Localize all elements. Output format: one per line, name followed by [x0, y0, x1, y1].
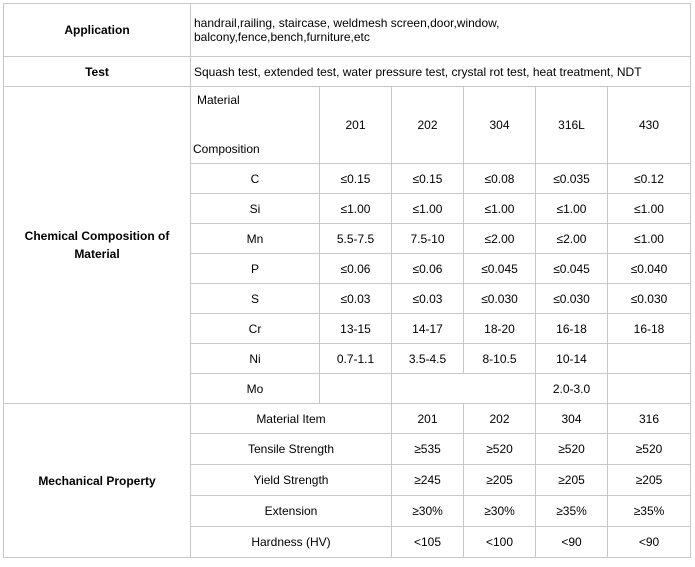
element-label: S	[191, 284, 320, 314]
table-cell: ≥205	[608, 465, 691, 496]
table-cell: 3.5-4.5	[392, 344, 464, 374]
table-cell: ≤2.00	[464, 224, 536, 254]
table-cell: ≤0.040	[608, 254, 691, 284]
table-cell: 7.5-10	[392, 224, 464, 254]
element-label: Mn	[191, 224, 320, 254]
grade-header: 201	[320, 87, 392, 164]
table-cell	[392, 374, 536, 404]
table-cell: ≤0.15	[392, 164, 464, 194]
test-value: Squash test, extended test, water pressure test, crystal rot test, heat treatment, NDT	[191, 57, 691, 87]
table-cell: 13-15	[320, 314, 392, 344]
table-cell: ≤0.03	[392, 284, 464, 314]
table-cell: 5.5-7.5	[320, 224, 392, 254]
grade-header: 316L	[536, 87, 608, 164]
table-cell: ≥520	[536, 434, 608, 465]
property-label: Tensile Strength	[191, 434, 392, 465]
grade-header: 430	[608, 87, 691, 164]
table-cell	[608, 344, 691, 374]
table-row	[4, 404, 691, 434]
header-material: Material	[197, 93, 240, 107]
table-cell: ≥30%	[464, 496, 536, 527]
material-composition-header	[191, 87, 320, 164]
table-cell: ≤0.030	[536, 284, 608, 314]
table-cell: ≤2.00	[536, 224, 608, 254]
table-cell: ≥535	[392, 434, 464, 465]
element-label: P	[191, 254, 320, 284]
table-cell: 18-20	[464, 314, 536, 344]
header-composition: Composition	[193, 142, 260, 156]
table-cell: 2.0-3.0	[536, 374, 608, 404]
table-cell: ≥520	[464, 434, 536, 465]
table-cell: <100	[464, 527, 536, 558]
table-cell: ≥35%	[536, 496, 608, 527]
grade-header: 202	[464, 404, 536, 434]
grade-header: 202	[392, 87, 464, 164]
application-label: Application	[4, 4, 191, 57]
table-cell: 16-18	[536, 314, 608, 344]
table-cell: <90	[608, 527, 691, 558]
table-cell: ≤0.12	[608, 164, 691, 194]
table-cell: ≤1.00	[320, 194, 392, 224]
spec-table	[3, 3, 691, 558]
application-line: handrail,railing, staircase, weldmesh screen,door,window,	[194, 16, 500, 30]
table-cell: ≤1.00	[608, 194, 691, 224]
table-cell: 14-17	[392, 314, 464, 344]
application-line: balcony,fence,bench,furniture,etc	[194, 30, 370, 44]
property-label: Hardness (HV)	[191, 527, 392, 558]
table-cell: ≤0.030	[464, 284, 536, 314]
table-cell: ≤0.15	[320, 164, 392, 194]
element-label: Ni	[191, 344, 320, 374]
grade-header: 304	[536, 404, 608, 434]
table-cell: ≥520	[608, 434, 691, 465]
chemical-composition-label	[4, 87, 191, 404]
table-cell: 10-14	[536, 344, 608, 374]
table-cell: ≥205	[464, 465, 536, 496]
table-cell: ≤0.06	[392, 254, 464, 284]
table-cell	[608, 374, 691, 404]
element-label: Si	[191, 194, 320, 224]
table-cell: ≤0.06	[320, 254, 392, 284]
material-item-header: Material Item	[191, 404, 392, 434]
table-cell: ≤0.03	[320, 284, 392, 314]
table-cell: ≥30%	[392, 496, 464, 527]
element-label: C	[191, 164, 320, 194]
table-cell: <105	[392, 527, 464, 558]
chemical-label-line: Chemical Composition of	[24, 229, 170, 243]
table-cell: ≤1.00	[392, 194, 464, 224]
property-label: Yield Strength	[191, 465, 392, 496]
table-cell: ≤0.030	[608, 284, 691, 314]
table-cell: 16-18	[608, 314, 691, 344]
mechanical-property-label: Mechanical Property	[4, 404, 191, 558]
application-value	[191, 4, 691, 57]
table-cell: ≤1.00	[536, 194, 608, 224]
element-label: Cr	[191, 314, 320, 344]
table-cell: ≥35%	[608, 496, 691, 527]
table-cell: <90	[536, 527, 608, 558]
grade-header: 316	[608, 404, 691, 434]
table-cell: ≥205	[536, 465, 608, 496]
element-label: Mo	[191, 374, 320, 404]
table-cell: ≤1.00	[608, 224, 691, 254]
table-cell: ≤1.00	[464, 194, 536, 224]
table-cell: ≤0.045	[464, 254, 536, 284]
grade-header: 304	[464, 87, 536, 164]
table-cell: ≤0.045	[536, 254, 608, 284]
table-cell: 0.7-1.1	[320, 344, 392, 374]
table-cell	[320, 374, 392, 404]
table-cell: 8-10.5	[464, 344, 536, 374]
table-cell: ≤0.035	[536, 164, 608, 194]
table-cell: ≤0.08	[464, 164, 536, 194]
test-label: Test	[4, 57, 191, 87]
table-cell: ≥245	[392, 465, 464, 496]
property-label: Extension	[191, 496, 392, 527]
chemical-label-line: Material	[74, 247, 120, 261]
grade-header: 201	[392, 404, 464, 434]
